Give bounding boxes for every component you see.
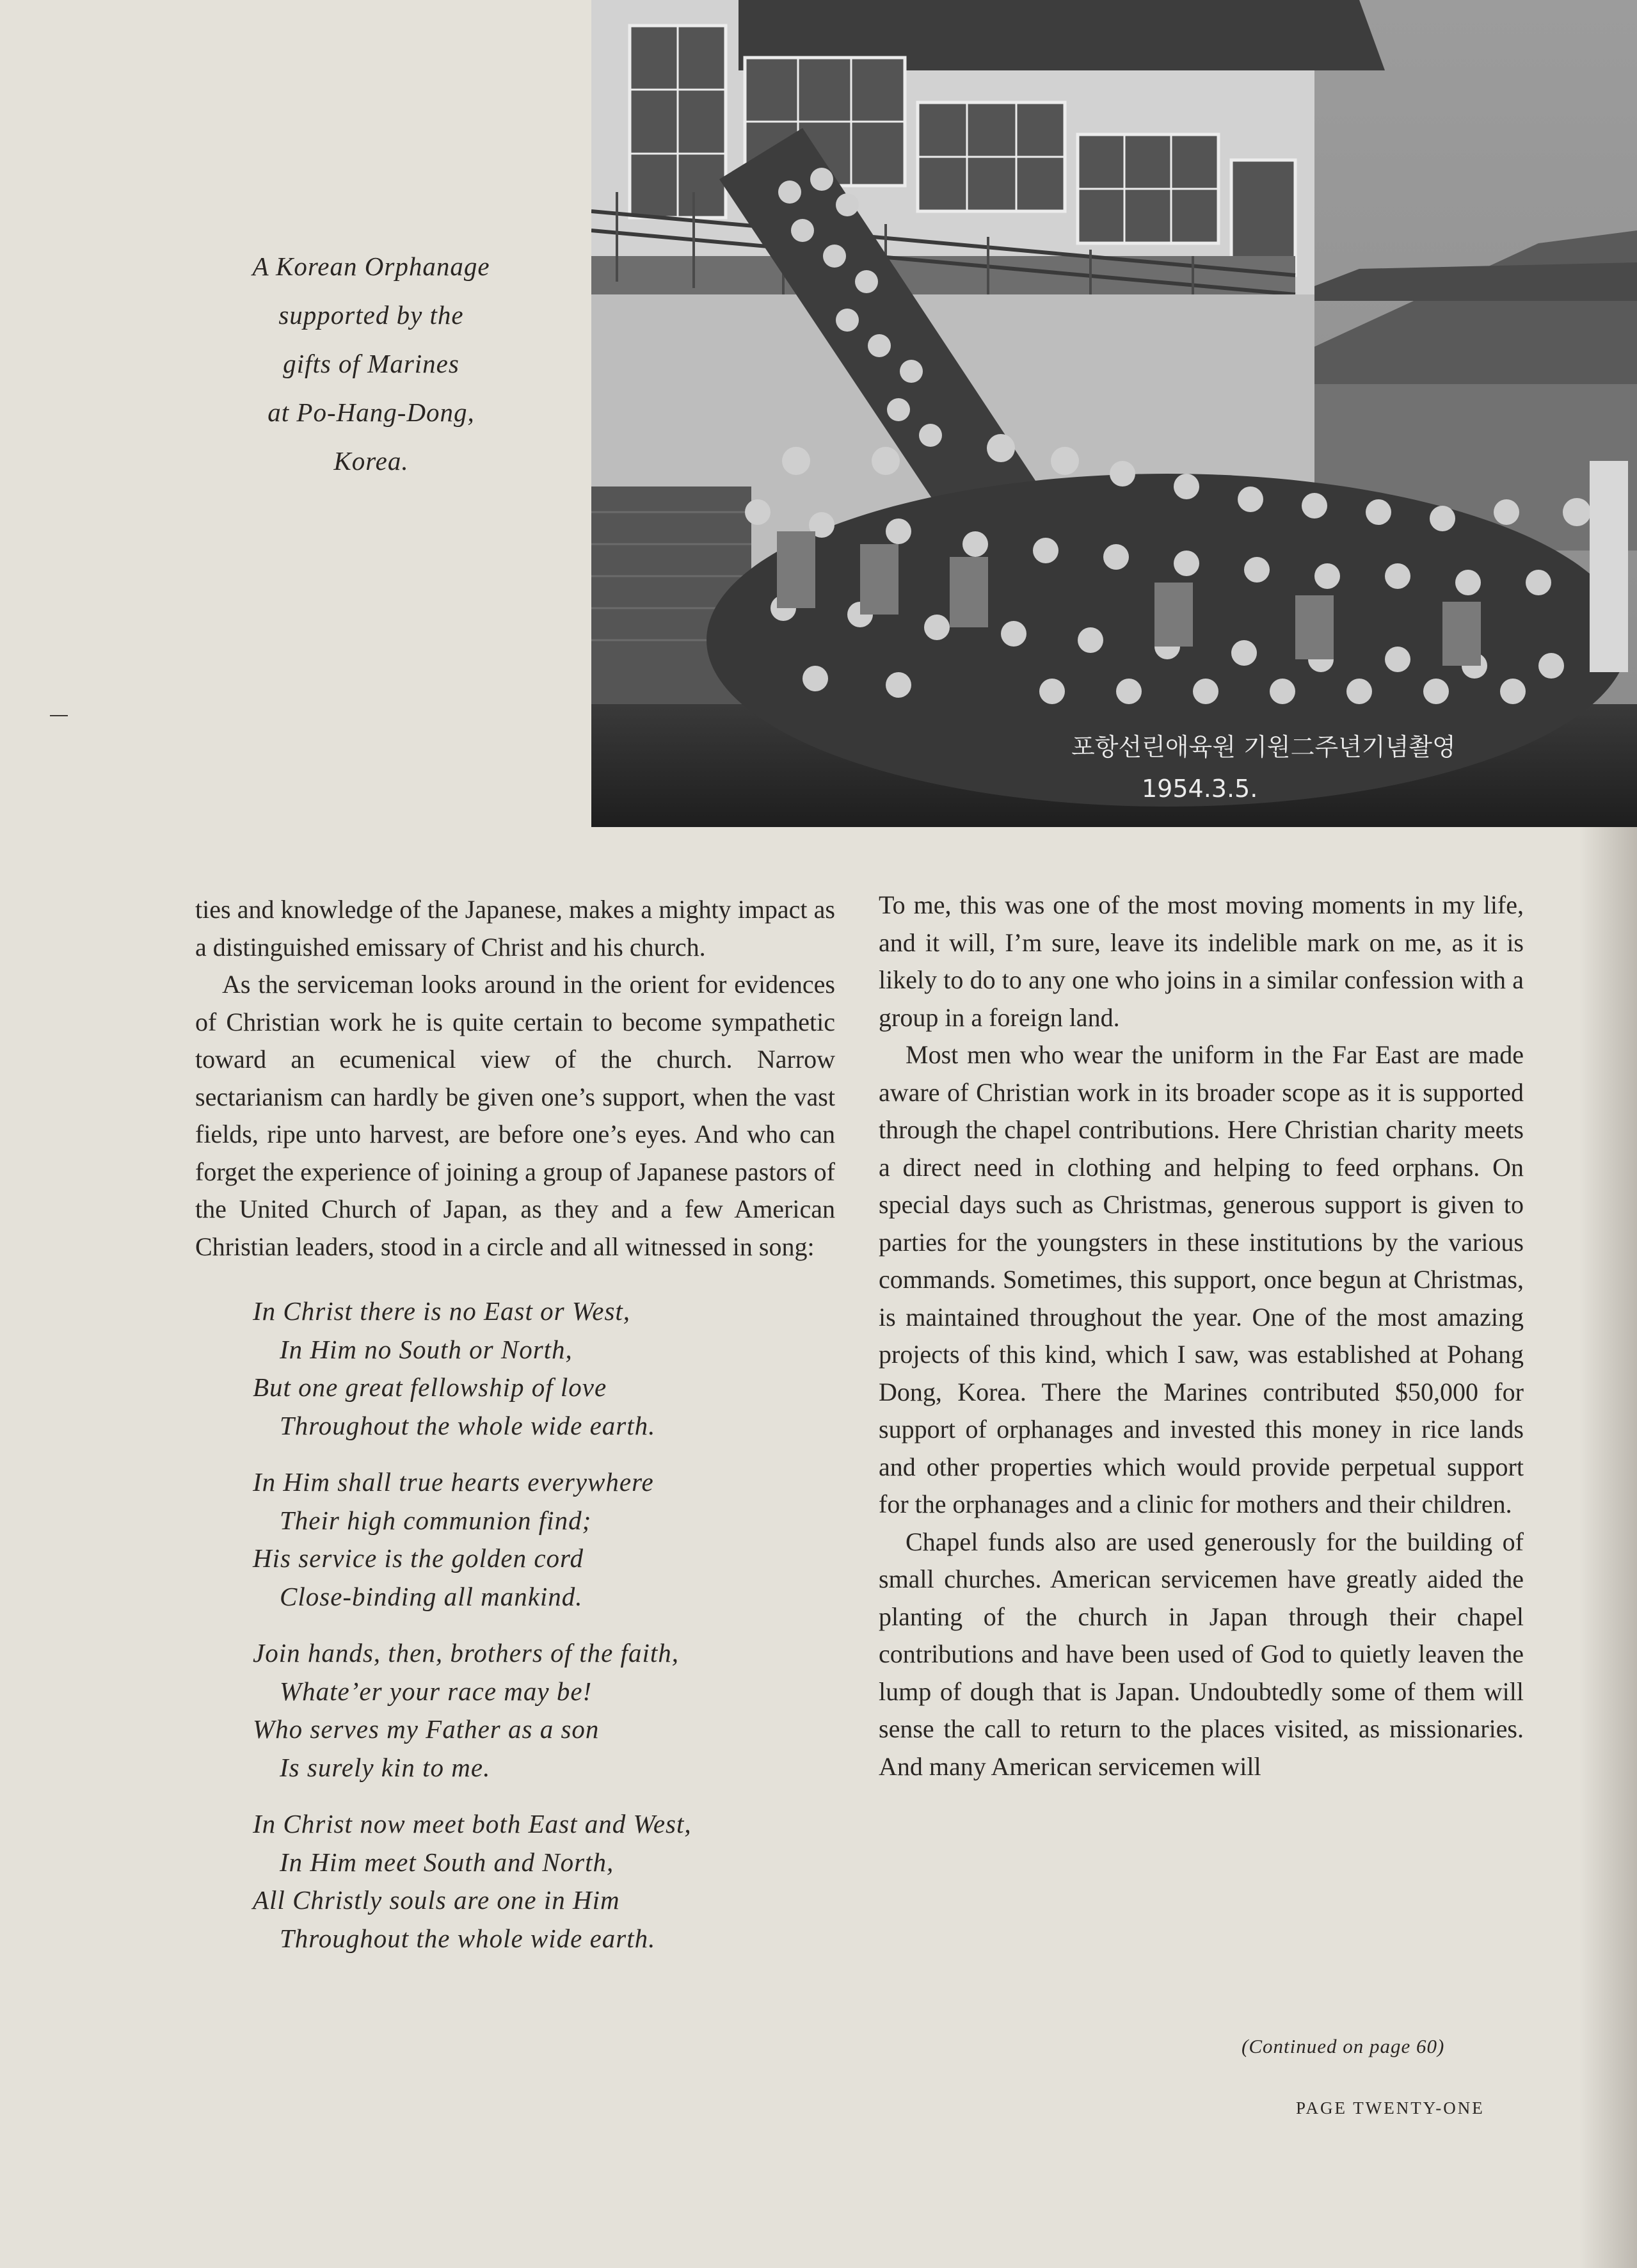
photo-caption [211,242,531,485]
paragraph: Most men who wear the uniform in the Far East are made aware of Christian work in its broader scope as it is supported through the chapel contributions. Here Christian charity meets a direct need in clothing and helping to feed orphans. On special days such as Christmas, generous support is given to parties for the youngsters in these institutions by the various commands. Sometimes, this support, once begun at Christmas, is maintained throughout the year. One of the most amazing projects of this kind, which I saw, was established at Pohang Dong, Korea. There the Marines contributed $50,000 for support of orphanages and invested this money in rice lands and other properties which would provide perpetual support for the orphanages and a clinic for mothers and their children. [879,1040,1524,1518]
caption-line: Korea. [333,446,409,476]
hymn-line: In Him shall true hearts everywhere [253,1467,654,1497]
continued-note: (Continued on page 60) [1242,2035,1445,2057]
orphanage-photo-illustration [591,0,1637,827]
photo-inscription-korean: 포항선린애육원 기원二주년기념촬영 [1071,733,1456,761]
hymn-line: His service is the golden cord [253,1543,584,1573]
hymn-line: Join hands, then, brothers of the faith, [253,1638,679,1668]
hymn-line: Their high communion find; [280,1505,592,1535]
paragraph: As the serviceman looks around in the orient for evidences of Christian work he is quite certain to become sympathetic toward an ecumenical view of the church. Narrow sectarianism can hardly be given one’s support, when the vast fields, ripe unto harvest, are before one’s eyes. And who can forget the experience of joining a group of Japanese pastors of the United Church of Japan, as they and a few American Christian leaders, stood in a circle and all witnessed in song: [195,970,835,1261]
orphanage-photo [591,0,1637,827]
hymn-line: In Him meet South and North, [280,1847,614,1877]
hymn-line: All Christly souls are one in Him [253,1885,620,1915]
hymn-stanza [195,1634,835,1787]
hymn [195,1292,835,1958]
hymn-line: Whate’er your race may be! [280,1676,593,1706]
caption-line: supported by the [278,300,464,330]
hymn-line: In Christ now meet both East and West, [253,1809,692,1838]
page-edge-shadow [1579,827,1637,2268]
hymn-line: In Christ there is no East or West, [253,1296,631,1326]
margin-mark [50,715,68,716]
hymn-line: But one great fellowship of love [253,1372,607,1402]
hymn-line: Is surely kin to me. [280,1752,491,1782]
hymn-line: Close-binding all mankind. [280,1581,583,1611]
right-column [879,887,1524,1785]
hymn-stanza [195,1805,835,1958]
caption-line: A Korean Orphanage [252,252,490,281]
caption-line: at Po-Hang-Dong, [268,398,475,427]
hymn-line: Throughout the whole wide earth. [280,1410,656,1440]
caption-line: gifts of Marines [283,349,459,378]
photo-inscription-date: 1954.3.5. [1142,775,1258,803]
paragraph: ties and knowledge of the Japanese, makes a mighty impact as a distinguished emissary of Christ and his church. [195,895,835,961]
hymn-line: Who serves my Father as a son [253,1714,600,1744]
left-column [195,891,835,1976]
paragraph: To me, this was one of the most moving moments in my life, and it will, I’m sure, leave its indelible mark on me, as it is likely to do to any one who joins in a similar confession with a group in a foreign land. [879,890,1524,1032]
hymn-stanza [195,1463,835,1616]
hymn-line: In Him no South or North, [280,1334,573,1364]
page-folio: PAGE TWENTY-ONE [1296,2098,1485,2118]
hymn-line: Throughout the whole wide earth. [280,1923,656,1953]
paragraph: Chapel funds also are used generously for the building of small churches. American servicemen have greatly aided the planting of the church in Japan through their chapel contributions and have been used of God to quietly leaven the lump of dough that is Japan. Undoubtedly some of them will sense the call to return to the places visited, as missionaries. And many American servicemen will [879,1527,1524,1781]
hymn-stanza [195,1292,835,1445]
